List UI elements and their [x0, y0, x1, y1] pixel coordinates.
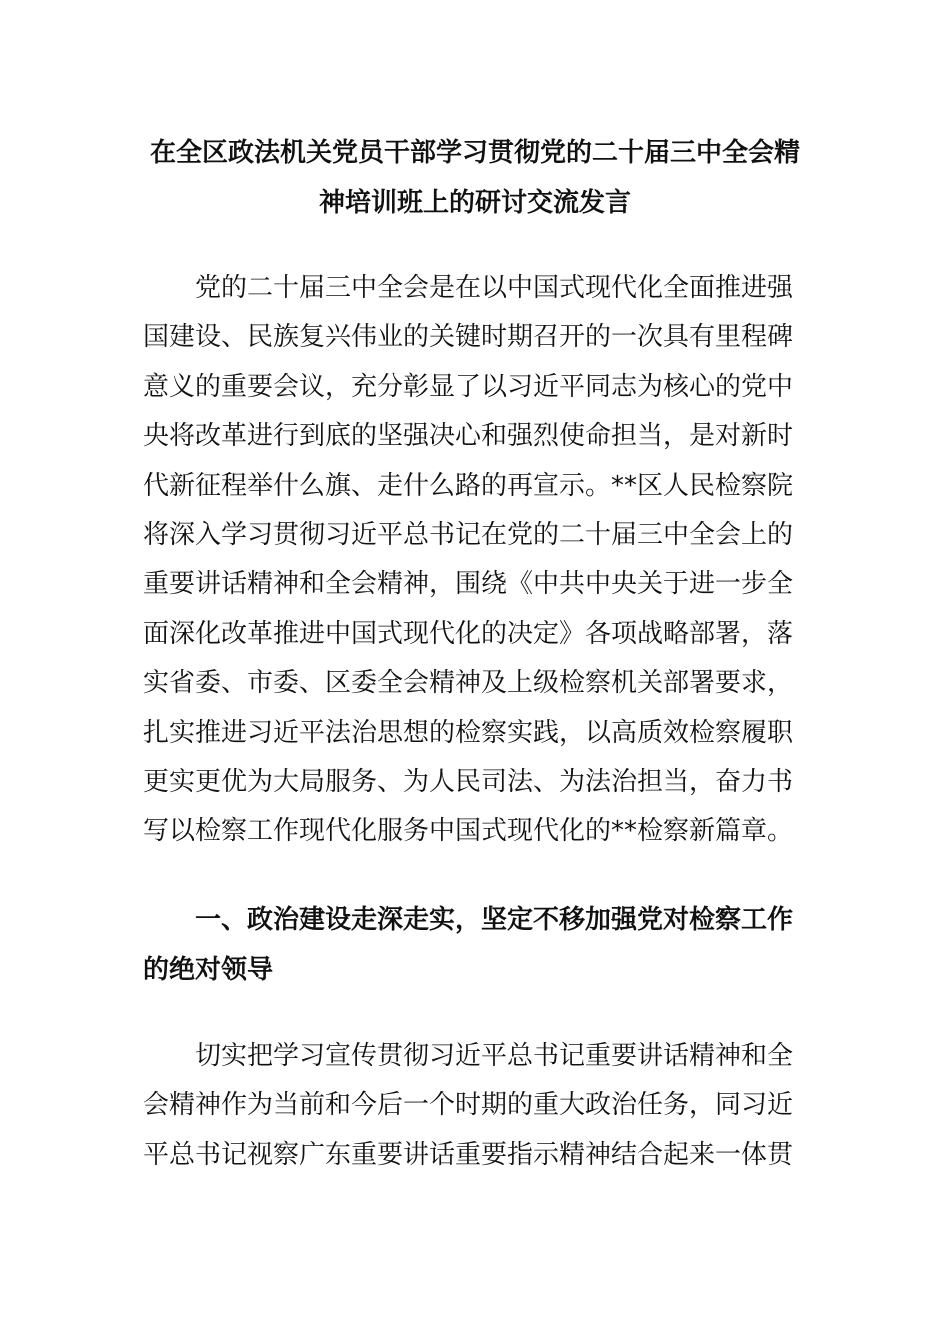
intro-paragraph — [143, 264, 794, 857]
heading-line: 的绝对领导 — [143, 954, 274, 985]
paragraph-line: 扎实推进习近平法治思想的检察实践，以高质效检察履职 — [143, 717, 794, 748]
paragraph-line: 重要讲话精神和全会精神，围绕《中共中央关于进一步全 — [143, 569, 794, 600]
document-title — [140, 128, 810, 228]
section-heading-1 — [143, 896, 794, 995]
paragraph-line: 代新征程举什么旗、走什么路的再宣示。**区人民检察院 — [143, 470, 794, 501]
paragraph-line: 平总书记视察广东重要讲话重要指示精神结合起来一体贯 — [143, 1139, 794, 1170]
heading-line: 一、政治建设走深走实，坚定不移加强党对检察工作 — [195, 905, 794, 935]
paragraph-line: 国建设、民族复兴伟业的关键时期召开的一次具有里程碑 — [143, 322, 794, 353]
paragraph-line: 央将改革进行到底的坚强决心和强烈使命担当，是对新时 — [143, 421, 794, 452]
section-1-paragraph — [143, 1032, 794, 1180]
paragraph-line: 党的二十届三中全会是在以中国式现代化全面推进强 — [195, 273, 794, 303]
paragraph-line: 写以检察工作现代化服务中国式现代化的**检察新篇章。 — [143, 816, 794, 847]
paragraph-line: 更实更优为大局服务、为人民司法、为法治担当，奋力书 — [143, 767, 794, 798]
title-line: 在全区政法机关党员干部学习贯彻党的二十届三中全会精 — [149, 138, 800, 168]
paragraph-line: 会精神作为当前和今后一个时期的重大政治任务，同习近 — [143, 1090, 794, 1121]
paragraph-line: 面深化改革推进中国式现代化的决定》各项战略部署，落 — [143, 618, 794, 649]
paragraph-line: 意义的重要会议，充分彰显了以习近平同志为核心的党中 — [143, 371, 794, 402]
title-line: 神培训班上的研讨交流发言 — [318, 188, 631, 218]
paragraph-line: 切实把学习宣传贯彻习近平总书记重要讲话精神和全 — [195, 1041, 794, 1071]
paragraph-line: 将深入学习贯彻习近平总书记在党的二十届三中全会上的 — [143, 520, 794, 551]
paragraph-line: 实省委、市委、区委全会精神及上级检察机关部署要求， — [143, 668, 794, 699]
